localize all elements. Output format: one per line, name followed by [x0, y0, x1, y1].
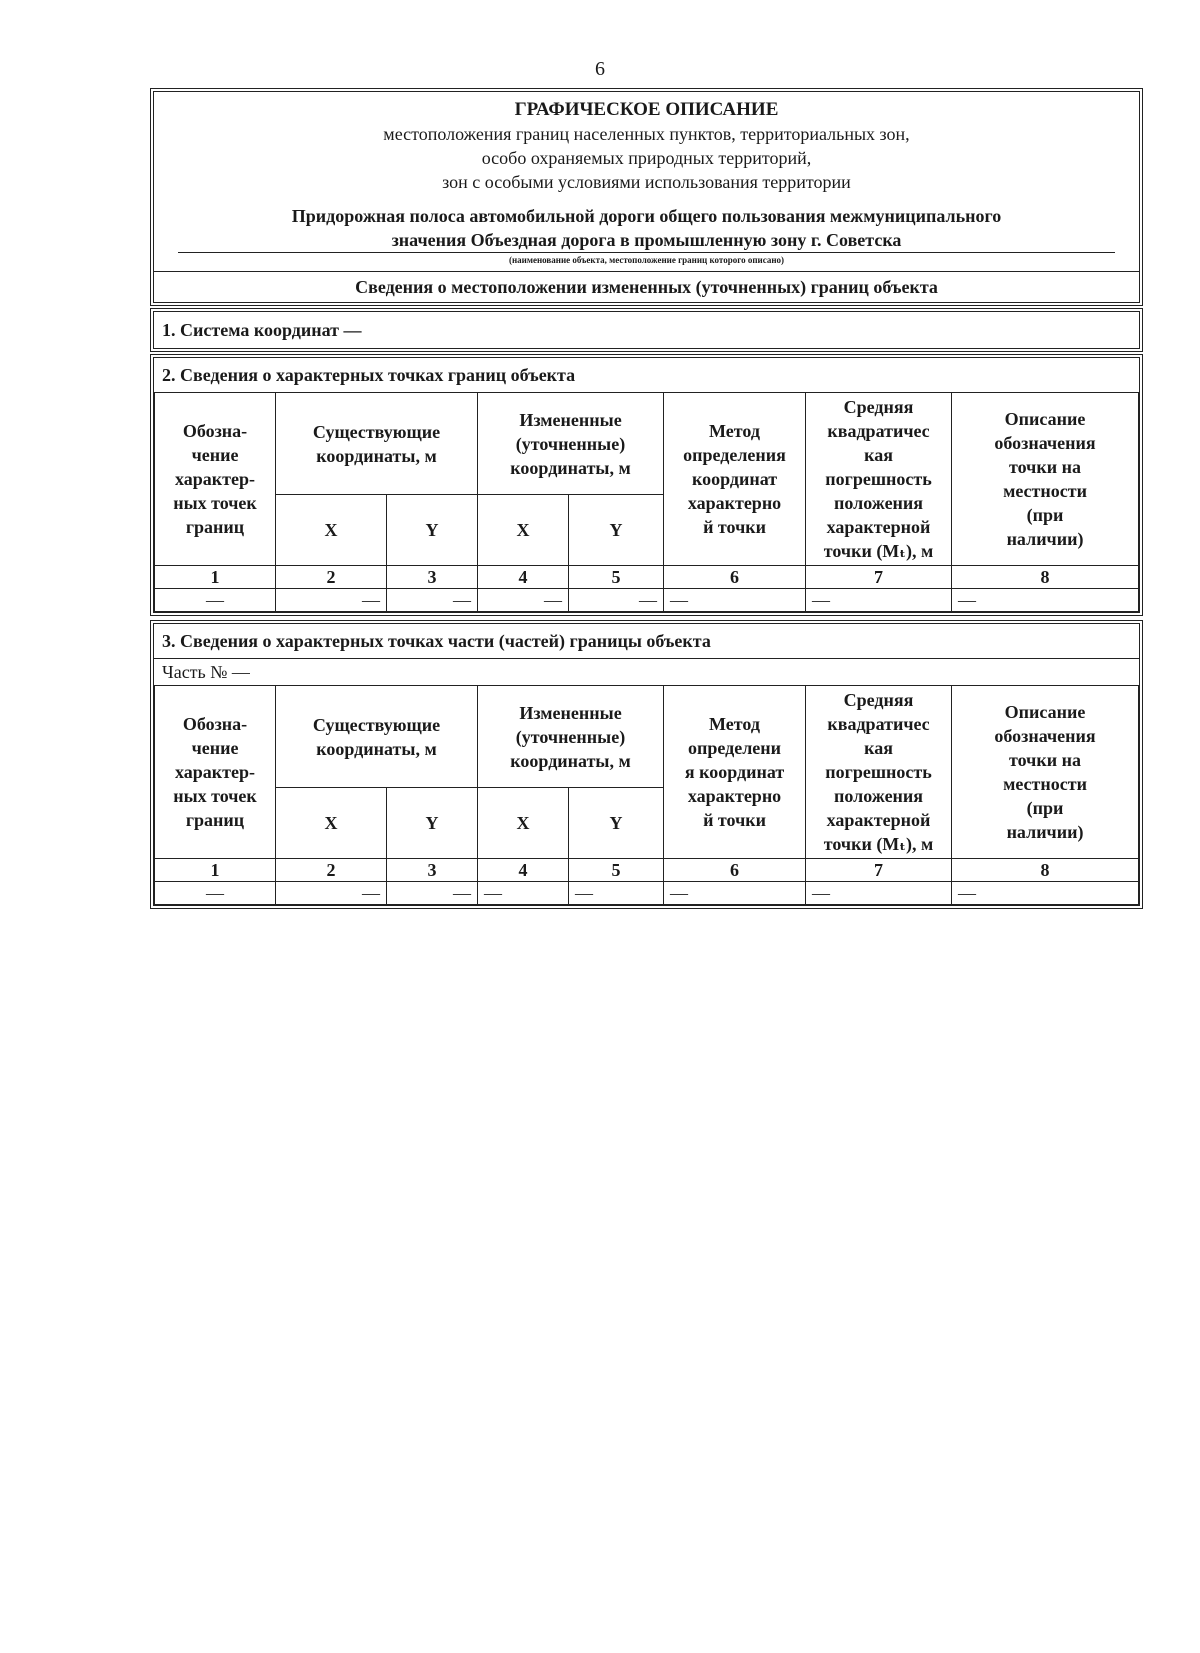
cell-dash: — [155, 882, 276, 905]
cell-dash: — [806, 882, 952, 905]
col-num-3: 3 [387, 566, 478, 589]
cell-dash: — [664, 882, 806, 905]
header-existing: Существующие координаты, м [276, 686, 478, 788]
part-number-label: Часть № — [162, 662, 250, 682]
header-method: Метод определени я координат характерно й точки [664, 686, 806, 859]
header-method: Метод определения координат характерно й точки [664, 393, 806, 566]
cell-dash: — [569, 882, 664, 905]
subtitle-line-2: особо охраняемых природных территорий, [481, 148, 812, 168]
col-num-1: 1 [155, 566, 276, 589]
column-number-row [155, 566, 1139, 589]
table-header-row [155, 686, 1139, 788]
object-name-line-1: Придорожная полоса автомобильной дороги общего пользования межмуниципального [291, 206, 1002, 226]
header-x-changed: X [478, 788, 569, 859]
part-points-table [154, 685, 1139, 905]
col-num-3: 3 [387, 859, 478, 882]
table-row [155, 589, 1139, 612]
cell-dash: — [155, 589, 276, 612]
col-num-8: 8 [952, 859, 1139, 882]
col-num-1: 1 [155, 859, 276, 882]
header-y-existing: Y [387, 495, 478, 566]
header-error: Средняя квадратичес кая погрешность положения характерной точки (Mₜ), м [806, 686, 952, 859]
header-point: Обозна- чение характер- ных точек границ [155, 686, 276, 859]
col-num-4: 4 [478, 566, 569, 589]
col-num-7: 7 [806, 566, 952, 589]
section-title: Сведения о местоположении измененных (уточненных) границ объекта [355, 277, 938, 297]
cell-dash: — [276, 589, 387, 612]
section-3-frame [150, 620, 1143, 909]
document-form [150, 88, 1143, 909]
cell-dash: — [952, 589, 1139, 612]
object-caption: (наименование объекта, местоположение границ которого описано) [508, 255, 785, 265]
table-row [155, 882, 1139, 905]
header-frame [150, 88, 1143, 306]
header-error: Средняя квадратичес кая погрешность положения характерной точки (Mₜ), м [806, 393, 952, 566]
cell-dash: — [276, 882, 387, 905]
header-changed: Измененные (уточненные) координаты, м [478, 686, 664, 788]
header-y-existing: Y [387, 788, 478, 859]
column-number-row [155, 859, 1139, 882]
cell-dash: — [806, 589, 952, 612]
cell-dash: — [664, 589, 806, 612]
header-x-existing: X [276, 495, 387, 566]
section-2-frame [150, 354, 1143, 616]
document-title: ГРАФИЧЕСКОЕ ОПИСАНИЕ [514, 99, 779, 120]
col-num-6: 6 [664, 859, 806, 882]
col-num-7: 7 [806, 859, 952, 882]
col-num-5: 5 [569, 859, 664, 882]
section-2-label: 2. Сведения о характерных точках границ объекта [162, 365, 576, 385]
header-existing: Существующие координаты, м [276, 393, 478, 495]
header-y-changed: Y [569, 788, 664, 859]
cell-dash: — [952, 882, 1139, 905]
points-table [154, 392, 1139, 612]
header-point: Обозна- чение характер- ных точек границ [155, 393, 276, 566]
header-description: Описание обозначения точки на местности (при наличии) [952, 686, 1139, 859]
document-header [154, 92, 1139, 271]
header-x-changed: X [478, 495, 569, 566]
col-num-5: 5 [569, 566, 664, 589]
header-y-changed: Y [569, 495, 664, 566]
cell-dash: — [569, 589, 664, 612]
cell-dash: — [478, 589, 569, 612]
header-changed: Измененные (уточненные) координаты, м [478, 393, 664, 495]
section-1-frame [150, 308, 1143, 352]
col-num-6: 6 [664, 566, 806, 589]
header-x-existing: X [276, 788, 387, 859]
cell-dash: — [478, 882, 569, 905]
object-name-line-2: значения Объездная дорога в промышленную зону г. Советска [391, 230, 902, 250]
subtitle-line-1: местоположения границ населенных пунктов, территориальных зон, [383, 124, 910, 144]
subtitle-line-3: зон с особыми условиями использования территории [442, 172, 851, 192]
col-num-8: 8 [952, 566, 1139, 589]
table-header-row [155, 393, 1139, 495]
page-number: 6 [595, 58, 605, 80]
header-description: Описание обозначения точки на местности (при наличии) [952, 393, 1139, 566]
col-num-4: 4 [478, 859, 569, 882]
cell-dash: — [387, 882, 478, 905]
cell-dash: — [387, 589, 478, 612]
col-num-2: 2 [276, 859, 387, 882]
col-num-2: 2 [276, 566, 387, 589]
section-3-label: 3. Сведения о характерных точках части (частей) границы объекта [162, 631, 711, 651]
coordinate-system-label: 1. Система координат — [162, 320, 362, 340]
